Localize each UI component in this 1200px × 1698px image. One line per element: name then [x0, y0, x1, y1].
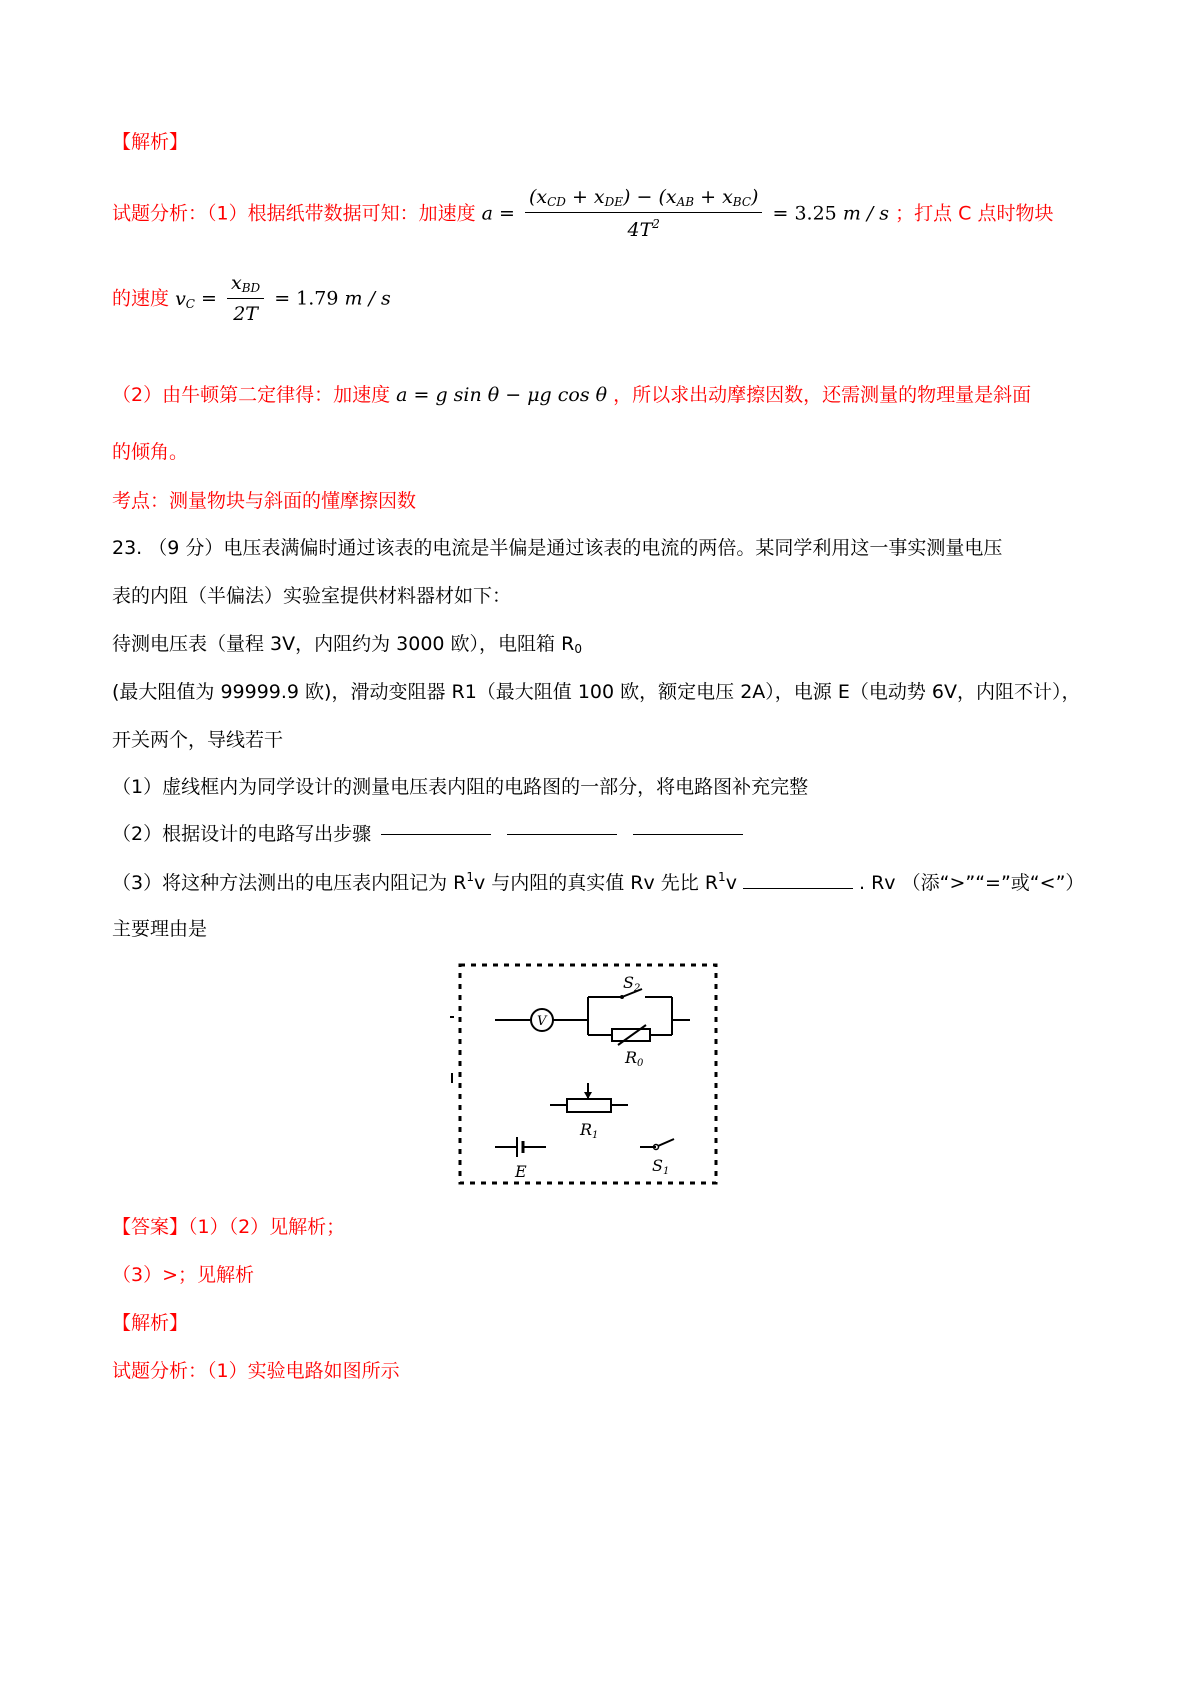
- answer-blank[interactable]: [633, 834, 743, 835]
- answer-blank[interactable]: [743, 888, 853, 889]
- equation-result: = 3.25: [772, 202, 837, 225]
- q23-line-3: 待测电压表（量程 3V，内阻约为 3000 欧），电阻箱 $R_0$: [112, 633, 582, 656]
- equation-lhs: a: [481, 202, 493, 225]
- r0-label: R0: [625, 1048, 644, 1069]
- answer-blank[interactable]: [507, 834, 617, 835]
- fraction-denominator: $4T^2$: [627, 217, 660, 242]
- q23-item-1: （1）虚线框内为同学设计的测量电压表内阻的电路图的一部分，将电路图补充完整: [112, 776, 809, 798]
- answer-line-2: （3）>；见解析: [112, 1264, 255, 1286]
- answer-analysis-line: 试题分析：（1）实验电路如图所示: [112, 1360, 400, 1382]
- fraction-denominator: 2T: [233, 303, 258, 326]
- text-segment: 试题分析：（1）根据纸带数据可知：加速度: [112, 202, 476, 225]
- analysis-line-2: [112, 272, 391, 326]
- text-segment: ，所以求出动摩擦因数，还需测量的物理量是斜面: [613, 384, 1032, 406]
- velocity-fraction: [227, 272, 264, 326]
- rheostat-r1-icon: [567, 1099, 611, 1112]
- analysis-line-3: [112, 384, 1031, 407]
- circuit-diagram: [440, 955, 740, 1200]
- answer-analysis-heading: 【解析】: [112, 1312, 189, 1334]
- q23-line-4: (最大阻值为 99999.9 欧)，滑动变阻器 R1（最大阻值 100 欧，额定电压 2A），电源 E（电动势 6V，内阻不计），: [112, 681, 1081, 703]
- q23-item-3: （3）将这种方法测出的电压表内阻记为 $R^1v$ 与内阻的真实值 Rv 先比 $R^1v$ . Rv （添“>”“=”或“<”）: [112, 870, 1085, 894]
- acceleration-fraction: [525, 186, 762, 242]
- equation-result: = 1.79: [274, 287, 339, 310]
- text-segment: 的速度: [112, 287, 170, 310]
- equation-unit: m / s: [344, 287, 391, 310]
- text-segment: （2）由牛顿第二定律得：加速度: [112, 384, 391, 406]
- switch-s1-icon: [658, 1139, 674, 1146]
- velocity-symbol: $v_C$: [175, 287, 195, 311]
- answer-blank[interactable]: [381, 834, 491, 835]
- fraction-numerator: $(x_{CD} + x_{DE}) - (x_{AB} + x_{BC})$: [525, 186, 762, 213]
- s2-label: S2: [623, 973, 641, 994]
- analysis-heading: 【解析】: [112, 131, 189, 153]
- equals-sign: =: [201, 287, 217, 310]
- r1-label: R1: [580, 1120, 599, 1141]
- q23-reason-line: 主要理由是: [112, 918, 208, 940]
- answer-line-1: 【答案】（1）（2）见解析；: [112, 1216, 346, 1238]
- kaodian-line: 考点：测量物块与斜面的懂摩擦因数: [112, 490, 417, 512]
- fraction-numerator: $x_{BD}$: [227, 272, 264, 299]
- svg-text:V: V: [537, 1014, 547, 1029]
- equation-unit: m / s: [842, 202, 890, 225]
- equals-sign: =: [499, 202, 515, 225]
- e-label: E: [515, 1162, 527, 1181]
- q23-item-2: （2）根据设计的电路写出步骤: [112, 823, 743, 846]
- q23-line-2: 表的内阻（半偏法）实验室提供材料器材如下：: [112, 585, 512, 607]
- s1-label: S1: [652, 1156, 670, 1177]
- newton-equation: a = g sin θ − μg cos θ: [396, 384, 608, 406]
- q23-line-1: 23. （9 分）电压表满偏时通过该表的电流是半偏是通过该表的电流的两倍。某同学利用这一事实测量电压: [112, 537, 1003, 559]
- analysis-line-4: 的倾角。: [112, 441, 189, 463]
- text-segment: ；打点 C 点时物块: [895, 202, 1054, 225]
- analysis-line-1: [112, 186, 1053, 242]
- q23-line-5: 开关两个，导线若干: [112, 729, 284, 751]
